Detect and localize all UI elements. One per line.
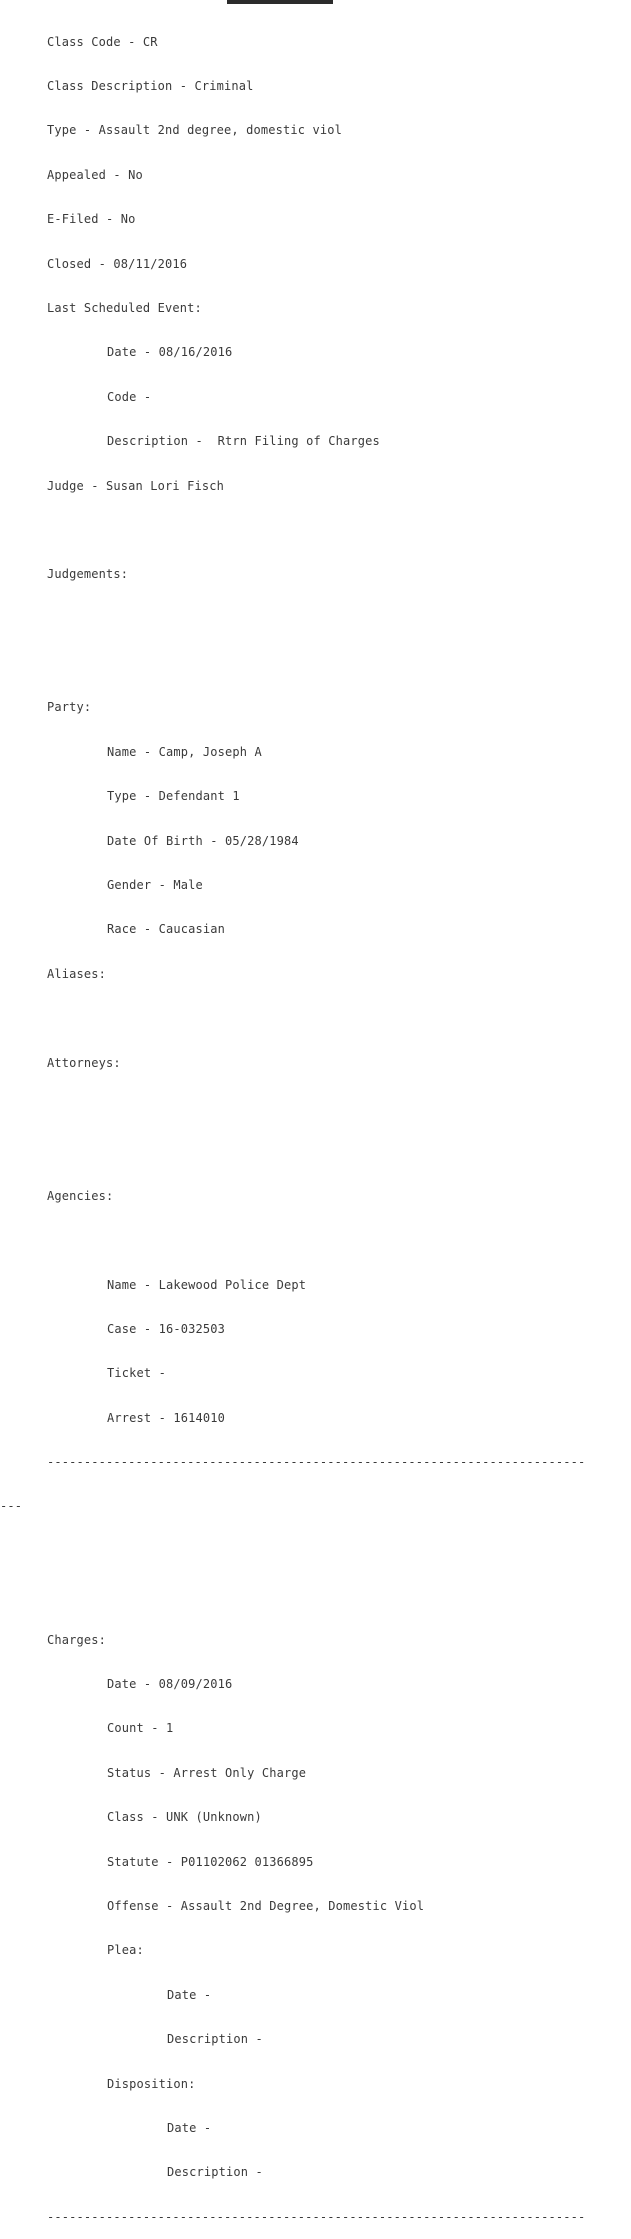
agency-ticket-line: Ticket - bbox=[107, 1366, 166, 1381]
plea-description-line: Description - bbox=[167, 2032, 263, 2047]
blank-line bbox=[0, 1100, 585, 1115]
disposition-date-line: Date - bbox=[167, 2120, 212, 2135]
party-header: Party: bbox=[47, 700, 92, 715]
charge-class-line: Class - UNK (Unknown) bbox=[107, 1810, 262, 1825]
class-code-line: Class Code - CR bbox=[47, 34, 158, 49]
event-date-line: Date - 08/16/2016 bbox=[107, 345, 233, 360]
event-description-line: Description - Rtrn Filing of Charges bbox=[107, 434, 380, 449]
appealed-line: Appealed - No bbox=[47, 167, 143, 182]
charge-status-line: Status - Arrest Only Charge bbox=[107, 1765, 307, 1780]
blank-line bbox=[0, 1144, 585, 1159]
plea-header: Plea: bbox=[107, 1943, 144, 1958]
agencies-header: Agencies: bbox=[47, 1188, 114, 1203]
blank-line bbox=[0, 656, 585, 671]
last-scheduled-event-header: Last Scheduled Event: bbox=[47, 300, 202, 315]
case-document bbox=[0, 5, 585, 2239]
attorneys-header: Attorneys: bbox=[47, 1055, 121, 1070]
party-gender-line: Gender - Male bbox=[107, 878, 203, 893]
disposition-header: Disposition: bbox=[107, 2076, 196, 2091]
party-dob-line: Date Of Birth - 05/28/1984 bbox=[107, 833, 299, 848]
blank-line bbox=[0, 1233, 585, 1248]
plea-date-line: Date - bbox=[167, 1987, 212, 2002]
case-type-line: Type - Assault 2nd degree, domestic viol bbox=[47, 123, 342, 138]
charges-header: Charges: bbox=[47, 1632, 106, 1647]
agency-arrest-line: Arrest - 1614010 bbox=[107, 1410, 225, 1425]
charge-statute-line: Statute - P01102062 01366895 bbox=[107, 1854, 314, 1869]
efiled-line: E-Filed - No bbox=[47, 212, 136, 227]
charge-date-line: Date - 08/09/2016 bbox=[107, 1677, 233, 1692]
party-name-line: Name - Camp, Joseph A bbox=[107, 744, 262, 759]
event-code-line: Code - bbox=[107, 389, 152, 404]
separator-wrap-line: --- bbox=[0, 1499, 23, 1514]
blank-line bbox=[0, 523, 585, 538]
separator-line-bottom: ------------------------------------------------------------------------- bbox=[47, 2209, 586, 2224]
window-top-bar bbox=[227, 0, 333, 4]
charge-offense-line: Offense - Assault 2nd Degree, Domestic Viol bbox=[107, 1899, 425, 1913]
judgements-header: Judgements: bbox=[47, 567, 129, 582]
judge-line: Judge - Susan Lori Fisch bbox=[47, 478, 224, 493]
blank-line bbox=[0, 1588, 585, 1603]
closed-line: Closed - 08/11/2016 bbox=[47, 256, 188, 271]
aliases-header: Aliases: bbox=[47, 966, 106, 981]
charge-count-line: Count - 1 bbox=[107, 1721, 174, 1736]
blank-line bbox=[0, 1544, 585, 1559]
agency-name-line: Name - Lakewood Police Dept bbox=[107, 1277, 307, 1292]
party-type-line: Type - Defendant 1 bbox=[107, 789, 240, 804]
agency-case-line: Case - 16-032503 bbox=[107, 1321, 225, 1336]
blank-line bbox=[0, 612, 585, 627]
class-description-line: Class Description - Criminal bbox=[47, 78, 254, 93]
blank-line bbox=[0, 1011, 585, 1026]
separator-line: ------------------------------------------------------------------------- bbox=[47, 1455, 586, 1470]
disposition-description-line: Description - bbox=[167, 2165, 263, 2180]
party-race-line: Race - Caucasian bbox=[107, 922, 225, 937]
